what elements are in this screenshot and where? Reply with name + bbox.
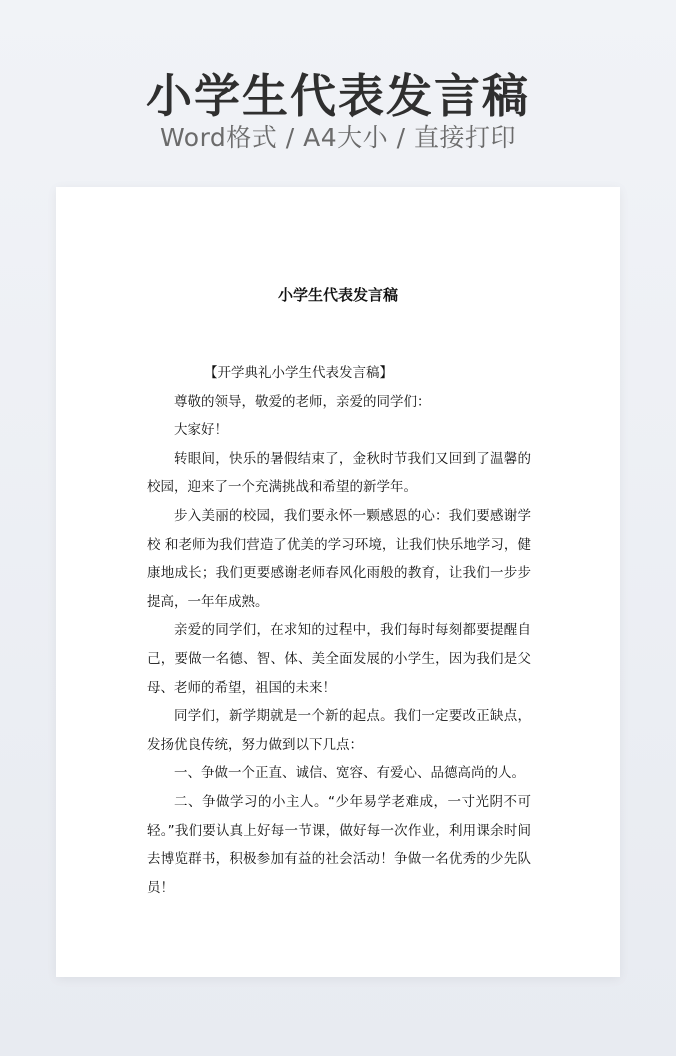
paragraph-1: 转眼间，快乐的暑假结束了，金秋时节我们又回到了温馨的校园，迎来了一个充满挑战和希望的新学年。 [147,450,531,496]
paragraph-4: 同学们，新学期就是一个新的起点。我们一定要改正缺点，发扬优良传统，努力做到以下几点： [147,708,531,753]
document-page [56,187,620,977]
paragraph-point-1: 一、争做一个正直、诚信、宽容、有爱心、品德高尚的人。 [174,765,525,782]
banner-subtitle: Word格式 / A4大小 / 直接打印 [160,123,516,152]
paragraph-greeting: 尊敬的领导，敬爱的老师，亲爱的同学们： [174,393,431,410]
section-heading: 【开学典礼小学生代表发言稿】 [204,365,393,381]
paragraph-point-2: 二、争做学习的小主人。“少年易学老难成，一寸光阴不可轻。”我们要认真上好每一节课，做好每一次作业，利用课余时间去博览群书，积极参加有益的社会活动！争做一名优秀的少先队员！ [147,793,531,896]
paragraph-hello: 大家好！ [174,422,228,439]
document-body [147,359,531,902]
paragraph-3: 亲爱的同学们，在求知的过程中，我们每时每刻都要提醒自己，要做一名德、智、体、美全面发展的小学生，因为我们是父母、老师的希望，祖国的未来！ [147,622,531,696]
banner-title: 小学生代表发言稿 [146,69,530,123]
paragraph-2: 步入美丽的校园，我们要永怀一颗感恩的心：我们要感谢学校 和老师为我们营造了优美的学习环境，让我们快乐地学习，健康地成长；我们更要感谢老师春风化雨般的教育，让我们一步步提高，一年年成熟。 [147,507,531,610]
document-title: 小学生代表发言稿 [277,286,398,304]
